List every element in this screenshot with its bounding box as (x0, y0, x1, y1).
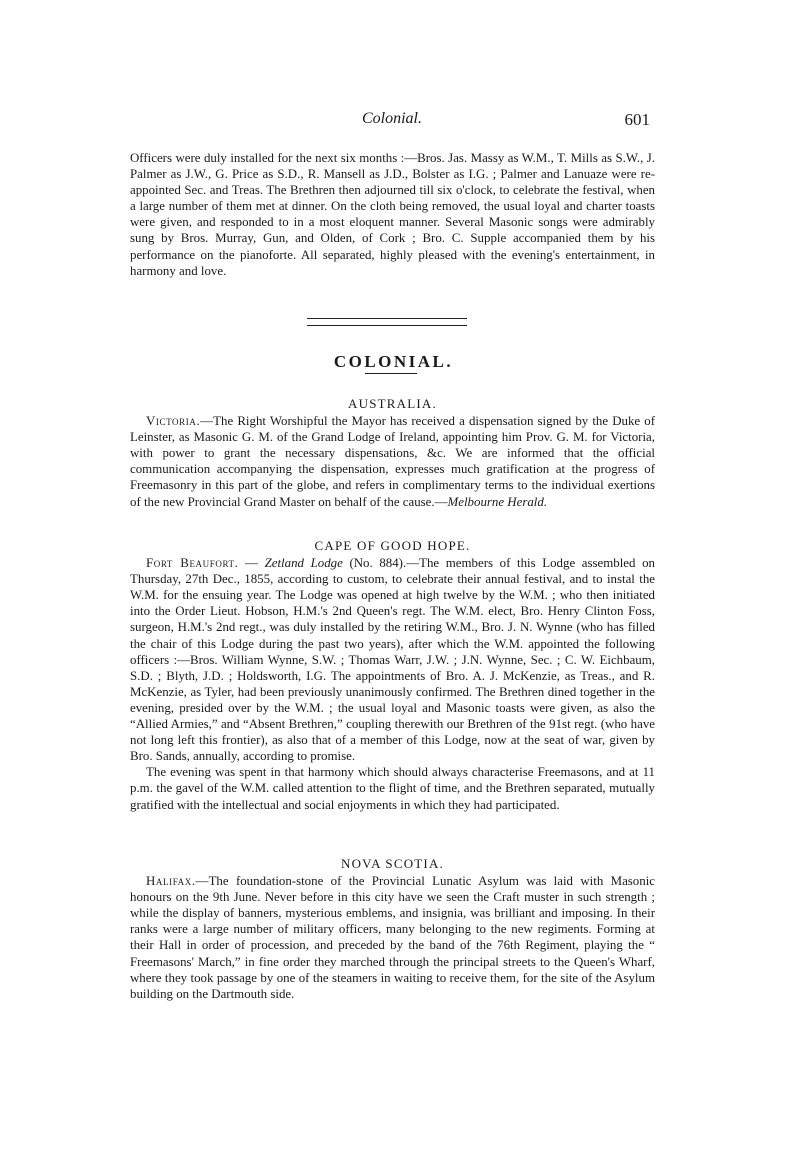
cape-paragraph-1: Fort Beaufort. — Zetland Lodge (No. 884).—The members of this Lodge assembled on Thursday, 27th Dec., 1855, according to custom, to celebrate their annual festival, and to instal the W.M. for the ensuing year. The Lodge was opened at high twelve by the W.M. ; who then initiated into the Order Lieut. Hobson, H.M.'s 2nd Queen's regt. The W.M. elect, Bro. Henry Clinton Foss, surgeon, H.M.'s 2nd regt., was duly installed by the retiring W.M., Bro. J. N. Wynne (who has filled the chair of this Lodge during the past two years), after which the W.M. appointed the following officers :—Bros. William Wynne, S.W. ; Thomas Warr, J.W. ; J.N. Wynne, Sec. ; C. W. Eichbaum, S.D. ; Blyth, J.D. ; Holdsworth, I.G. The appointments of Bro. A. J. McKenzie, as Treas., and R. McKenzie, as Tyler, had been previously unanimously confirmed. The Brethren dined together in the evening, presided over by the W.M. ; the usual loyal and Masonic toasts were given, as also the “Allied Armies,” and “Absent Brethren,” coupling therewith our Brethren of the 91st regt. (who have not long left this frontier), as also that of a member of this Lodge, now at the seat of war, given by Bro. Sands, annually, according to promise. (130, 556, 655, 764)
australia-body: —The Right Worshipful the Mayor has received a dispensation signed by the Duke of Leinster, as Masonic G. M. of the Grand Lodge of Ireland, appointing him Prov. G. M. for Victoria, with power to grant the necessary dispensations, &c. We are informed that the official communication accompanying the dispensation, expresses much gratification at the progress of Freemasonry in this part of the globe, and refers in complimentary terms to the individual exertions of the new Provincial Grand Master on behalf of the cause.— (130, 414, 655, 509)
australia-section (130, 396, 655, 510)
section-title: COLONIAL. (333, 352, 454, 371)
cape-lodge: Zetland Lodge (264, 556, 343, 571)
nova-scotia-body: —The foundation-stone of the Provincial Lunatic Asylum was laid with Masonic honours on the 9th June. Never before in this city have we seen the Craft muster in such strength ; while the display of banners, mysterious emblems, and insignia, was brilliant and imposing. In their ranks were a large number of military officers, many belonging to the new regiments. Forming at their Hall in order of procession, and preceded by the band of the 76th Regiment, playing the “ Freemasons' March,” in fine order they marched through the principal streets to the Queen's Wharf, where they took passage by one of the steamers in waiting to receive them, for the site of the Asylum building on the Dartmouth side. (130, 874, 655, 1001)
double-rule-divider (307, 318, 467, 326)
australia-paragraph (130, 413, 655, 510)
continuation-text: Officers were duly installed for the next six months :—Bros. Jas. Massy as W.M., T. Mills as S.W., J. Palmer as J.W., G. Price as S.D., R. Mansell as J.D., Bolster as I.G. ; Palmer and Lanuaze were re-appointed Sec. and Treas. The Brethren then adjourned till six o'clock, to celebrate the festival, when a large number of them met at dinner. On the cloth being removed, the usual loyal and charter toasts were given, and responded to in a most eloquent manner. Several Masonic songs were admirably sung by Bros. Murray, Gun, and Olden, of Cork ; Bro. C. Supple accompanied them by his performance on the pianoforte. All separated, highly pleased with the evening's entertainment, in harmony and love. (130, 151, 655, 278)
australia-heading: AUSTRALIA. (348, 396, 437, 411)
title-rule (365, 373, 417, 374)
running-title: Colonial. (361, 110, 422, 127)
cape-section (130, 538, 655, 813)
cape-heading: CAPE OF GOOD HOPE. (314, 538, 471, 553)
australia-source: Melbourne Herald. (447, 494, 548, 509)
nova-scotia-section (130, 856, 655, 1002)
cape-lead: Fort Beaufort. (146, 556, 239, 571)
australia-lead: Victoria. (146, 414, 201, 429)
nova-scotia-paragraph (130, 873, 655, 1002)
nova-scotia-heading: NOVA SCOTIA. (340, 856, 444, 871)
cape-paragraph-2: The evening was spent in that harmony which should always characterise Freemasons, and at 11 p.m. the gavel of the W.M. called attention to the flight of time, and the Brethren separated, mutually gratified with the intellectual and social enjoyments in which they had participated. (130, 765, 655, 812)
cape-body-1: (No. 884).—The members of this Lodge assembled on Thursday, 27th Dec., 1855, according to custom, to celebrate their annual festival, and to instal the W.M. for the ensuing year. The Lodge was opened at high twelve by the W.M. ; who then initiated into the Order Lieut. Hobson, H.M.'s 2nd Queen's regt. The W.M. elect, Bro. Henry Clinton Foss, surgeon, H.M.'s 2nd regt., was duly installed by the retiring W.M., Bro. J. N. Wynne (who has filled the chair of this Lodge during the past two years), after which the W.M. appointed the following officers :—Bros. William Wynne, S.W. ; Thomas Warr, J.W. ; J.N. Wynne, Sec. ; C. W. Eichbaum, S.D. ; Blyth, J.D. ; Holdsworth, I.G. The appointments of Bro. A. J. McKenzie, as Treas., and R. McKenzie, as Tyler, had been previously unanimously confirmed. The Brethren dined together in the evening, presided over by the W.M. ; the usual loyal and Masonic toasts were given, as also the “Allied Armies,” and “Absent Brethren,” coupling therewith our Brethren of the 91st regt. (who have not long left this frontier), as also that of a member of this Lodge, now at the seat of war, given by Bro. Sands, annually, according to promise. (130, 556, 655, 764)
continuation-paragraph (130, 150, 655, 279)
running-head (128, 110, 656, 132)
page-number: 601 (624, 110, 650, 129)
nova-scotia-lead: Halifax. (146, 874, 196, 889)
